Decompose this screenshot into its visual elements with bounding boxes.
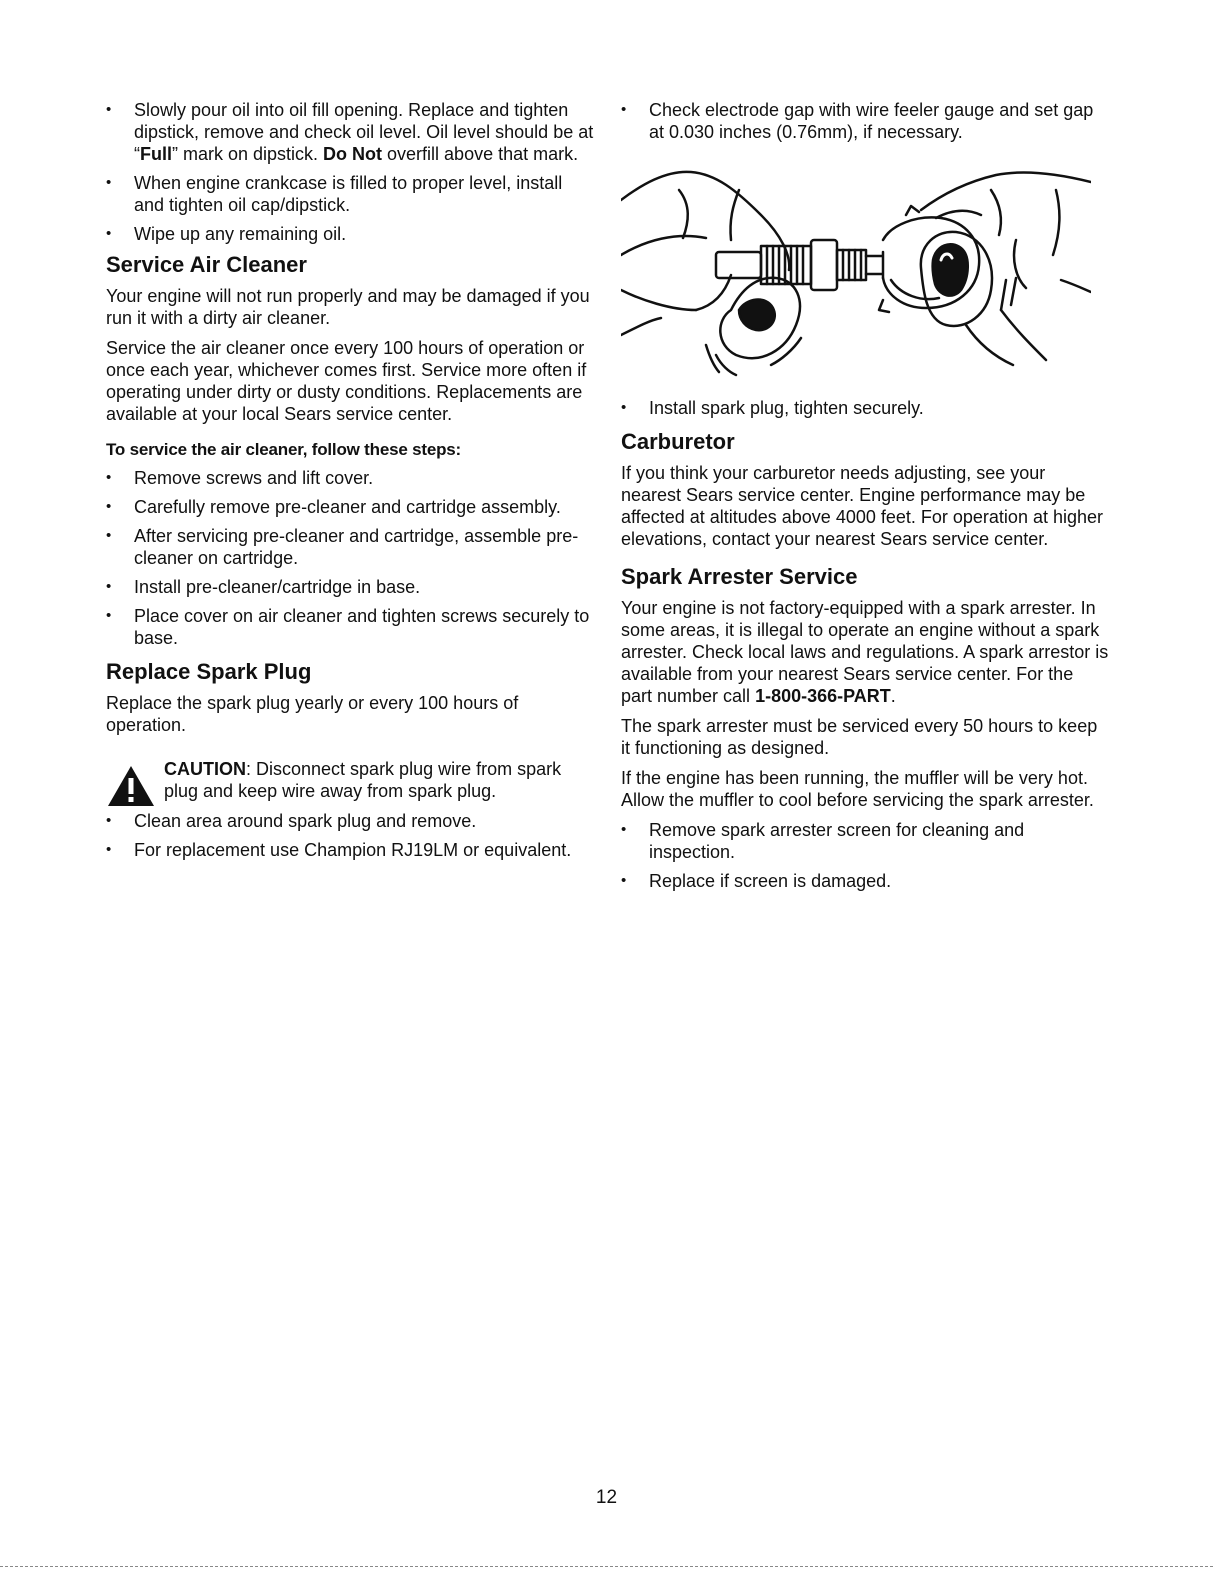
section-heading-air-cleaner: Service Air Cleaner: [106, 252, 307, 277]
list-item: • Install pre-cleaner/cartridge in base.: [106, 576, 594, 598]
list-item: • When engine crankcase is filled to proper level, install and tighten oil cap/dipstick.: [106, 172, 594, 216]
warning-triangle-icon: [106, 764, 156, 808]
paragraph: If you think your carburetor needs adjusting, see your nearest Sears service center. Engine performance may be affected at altitudes above 4000 feet. For operation at higher elevations, contact your nearest Sears service center.: [621, 463, 1104, 549]
paragraph: The spark arrester must be serviced every 50 hours to keep it functioning as designed.: [621, 716, 1098, 758]
install-steps: [621, 397, 1109, 419]
paragraph: If the engine has been running, the muffler will be very hot. Allow the muffler to cool before servicing the spark arrester.: [621, 768, 1094, 810]
spark-plug-steps: [106, 810, 594, 861]
paragraph: [621, 597, 1109, 707]
bullet-text: overfill above that mark.: [382, 144, 579, 164]
page-number: 12: [595, 1487, 618, 1508]
list-item: • After servicing pre-cleaner and cartridge, assemble pre-cleaner on cartridge.: [106, 525, 594, 569]
list-item: • Check electrode gap with wire feeler gauge and set gap at 0.030 inches (0.76mm), if necessary.: [621, 99, 1109, 143]
paragraph-text: Your engine is not factory-equipped with a spark arrester. In some areas, it is illegal to operate an engine without a spark arrester. Check local laws and regulations. A spark arrestor is available from your nearest Sears service center. For the part number call: [621, 598, 1109, 706]
paragraph-text: .: [890, 686, 896, 706]
paragraph: Replace the spark plug yearly or every 100 hours of operation.: [106, 693, 519, 735]
full-mark-label: Full: [140, 144, 172, 164]
list-item: [106, 99, 594, 165]
spark-plug-gap-illustration: [621, 160, 1091, 380]
list-item: • Replace if screen is damaged.: [621, 870, 1109, 892]
list-item: • Remove screws and lift cover.: [106, 467, 594, 489]
oil-fill-steps: [106, 99, 594, 245]
list-item: • For replacement use Champion RJ19LM or equivalent.: [106, 839, 594, 861]
section-heading-spark-arrester: Spark Arrester Service: [621, 564, 858, 589]
list-item: • Wipe up any remaining oil.: [106, 223, 594, 245]
list-item: • Clean area around spark plug and remove.: [106, 810, 594, 832]
bullet-text: ” mark on dipstick.: [172, 144, 324, 164]
left-column: [106, 99, 594, 868]
section-heading-spark-plug: Replace Spark Plug: [106, 659, 312, 684]
caution-notice: [106, 758, 594, 802]
paragraph: Your engine will not run properly and may be damaged if you run it with a dirty air cleaner.: [106, 286, 590, 328]
section-heading-carburetor: Carburetor: [621, 429, 735, 454]
list-item: • Remove spark arrester screen for cleaning and inspection.: [621, 819, 1109, 863]
gap-steps: [621, 99, 1109, 143]
bullet-text: Slowly pour oil into oil fill opening. Replace and tighten dipstick, remove and check oil level. Oil level should be at “: [134, 100, 594, 164]
caution-label: CAUTION: [164, 759, 246, 779]
list-item: • Place cover on air cleaner and tighten screws securely to base.: [106, 605, 594, 649]
list-item: • Carefully remove pre-cleaner and cartridge assembly.: [106, 496, 594, 518]
right-column: [621, 99, 1109, 899]
bottom-divider: [0, 1566, 1213, 1567]
caution-text: : Disconnect spark plug wire from spark plug and keep wire away from spark plug.: [164, 759, 562, 801]
list-item: • Install spark plug, tighten securely.: [621, 397, 1109, 419]
do-not-warning: Do Not: [323, 144, 383, 164]
steps-heading: To service the air cleaner, follow these steps:: [106, 440, 461, 459]
spark-arrester-steps: [621, 819, 1109, 892]
part-number-phone: 1-800-366-PART: [755, 686, 891, 706]
air-cleaner-steps: [106, 467, 594, 649]
paragraph: Service the air cleaner once every 100 hours of operation or once each year, whichever comes first. Service more often if operating under dirty or dusty conditions. Replacements are available at your local Sears service center.: [106, 338, 587, 424]
